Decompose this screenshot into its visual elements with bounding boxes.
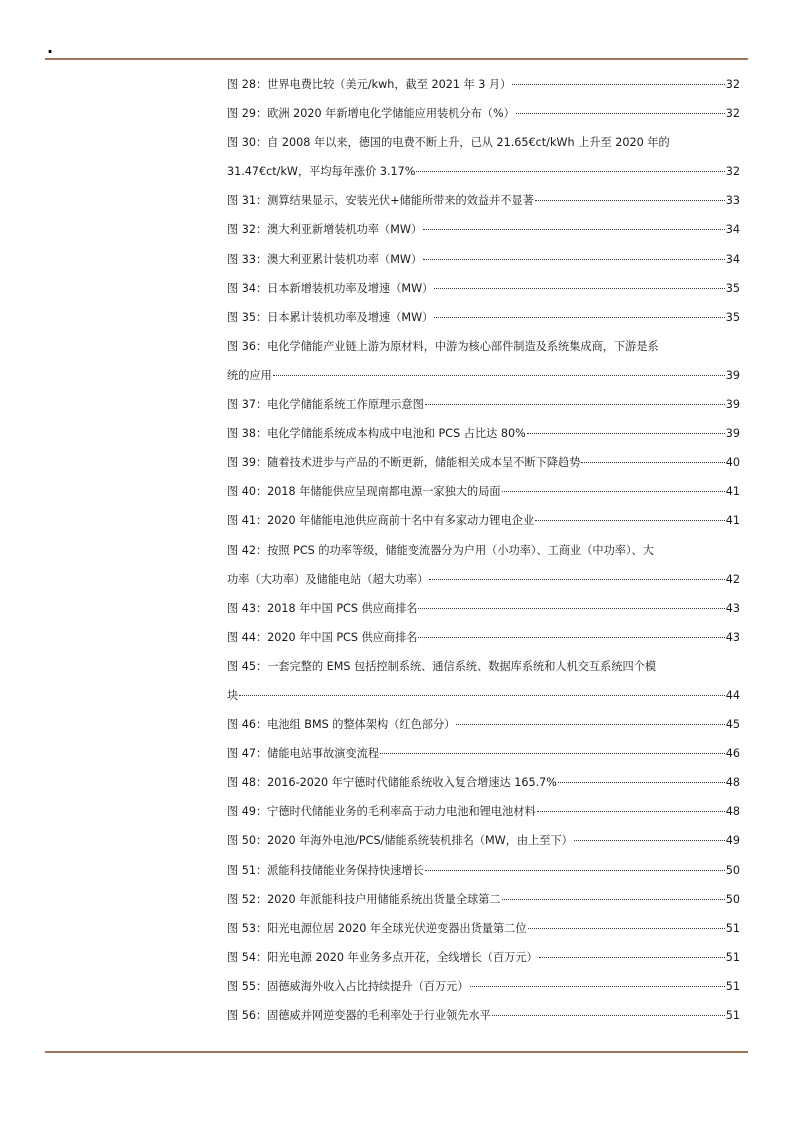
figure-list xyxy=(227,70,740,1030)
toc-entry[interactable] xyxy=(227,99,740,128)
toc-entry-page: 40 xyxy=(725,456,740,470)
toc-leader-dots xyxy=(429,578,724,580)
toc-entry-label: 图 47：储能电站事故演变流程 xyxy=(227,747,380,761)
toc-entry-page: 51 xyxy=(725,950,740,964)
toc-leader-dots xyxy=(418,636,724,638)
toc-entry[interactable] xyxy=(227,419,740,448)
toc-leader-dots xyxy=(423,258,725,260)
toc-leader-dots xyxy=(456,723,724,725)
toc-entry-label: 图 30：自 2008 年以来，德国的电费不断上升，已从 21.65€ct/kWh 上升至 2020 年的 xyxy=(227,136,670,150)
toc-entry[interactable] xyxy=(227,215,740,244)
toc-entry[interactable] xyxy=(227,594,740,623)
toc-leader-dots xyxy=(502,490,725,492)
toc-entry[interactable] xyxy=(227,245,740,274)
toc-entry[interactable] xyxy=(227,506,740,535)
toc-entry-label: 功率（大功率）及储能电站（超大功率） xyxy=(227,572,429,586)
toc-entry[interactable] xyxy=(227,303,740,332)
toc-entry-label: 图 32：澳大利亚新增装机功率（MW） xyxy=(227,223,423,237)
toc-entry-label: 图 48：2016-2020 年宁德时代储能系统收入复合增速达 165.7% xyxy=(227,776,557,790)
toc-entry-page: 50 xyxy=(725,863,740,877)
toc-leader-dots xyxy=(239,694,725,696)
toc-entry-page: 41 xyxy=(725,514,740,528)
toc-entry[interactable] xyxy=(227,1001,740,1030)
toc-entry-page: 44 xyxy=(725,688,740,702)
toc-entry-page: 43 xyxy=(725,630,740,644)
toc-entry-page: 51 xyxy=(725,979,740,993)
toc-entry-page: 34 xyxy=(725,252,740,266)
toc-entry[interactable] xyxy=(227,477,740,506)
toc-leader-dots xyxy=(434,287,724,289)
toc-entry[interactable] xyxy=(227,448,740,477)
toc-leader-dots xyxy=(535,199,725,201)
toc-entry-label: 图 33：澳大利亚累计装机功率（MW） xyxy=(227,252,423,266)
toc-leader-dots xyxy=(528,927,725,929)
toc-leader-dots xyxy=(380,752,725,754)
toc-leader-dots xyxy=(425,403,725,405)
toc-entry-label: 图 51：派能科技储能业务保持快速增长 xyxy=(227,863,424,877)
toc-entry-page: 32 xyxy=(725,107,740,121)
toc-leader-dots xyxy=(535,519,725,521)
toc-entry-page: 39 xyxy=(725,368,740,382)
toc-entry-label: 图 46：电池组 BMS 的整体架构（红色部分） xyxy=(227,718,456,732)
toc-entry-label: 图 44：2020 年中国 PCS 供应商排名 xyxy=(227,630,418,644)
toc-entry-page: 35 xyxy=(725,310,740,324)
toc-leader-dots xyxy=(574,839,725,841)
toc-entry[interactable] xyxy=(227,157,740,186)
toc-leader-dots xyxy=(539,956,725,958)
toc-entry-page: 49 xyxy=(725,834,740,848)
toc-entry-label: 图 40：2018 年储能供应呈现南都电源一家独大的局面 xyxy=(227,485,501,499)
top-divider xyxy=(45,58,748,60)
toc-entry[interactable] xyxy=(227,739,740,768)
toc-entry-page: 35 xyxy=(725,281,740,295)
toc-leader-dots xyxy=(425,869,725,871)
toc-entry-label: 统的应用 xyxy=(227,368,272,382)
toc-entry[interactable] xyxy=(227,70,740,99)
toc-leader-dots xyxy=(558,781,725,783)
header-mark: . xyxy=(47,38,54,57)
toc-entry-label: 图 49：宁德时代储能业务的毛利率高于动力电池和锂电池材料 xyxy=(227,805,536,819)
toc-entry[interactable] xyxy=(227,565,740,594)
bottom-divider xyxy=(45,1051,748,1053)
toc-entry-page: 48 xyxy=(725,776,740,790)
toc-entry[interactable] xyxy=(227,274,740,303)
toc-leader-dots xyxy=(516,112,725,114)
toc-entry-page: 50 xyxy=(725,892,740,906)
toc-leader-dots xyxy=(502,898,725,900)
toc-leader-dots xyxy=(416,170,724,172)
toc-entry-page: 51 xyxy=(725,921,740,935)
toc-leader-dots xyxy=(423,228,725,230)
toc-entry-label: 图 55：固德威海外收入占比持续提升（百万元） xyxy=(227,979,469,993)
toc-entry[interactable] xyxy=(227,914,740,943)
toc-entry-label: 图 37：电化学储能系统工作原理示意图 xyxy=(227,398,424,412)
toc-entry[interactable] xyxy=(227,856,740,885)
toc-entry-label: 图 36：电化学储能产业链上游为原材料，中游为核心部件制造及系统集成商，下游是系 xyxy=(227,339,659,353)
toc-entry-page: 48 xyxy=(725,805,740,819)
toc-leader-dots xyxy=(492,1014,725,1016)
toc-entry-label: 图 53：阳光电源位居 2020 年全球光伏逆变器出货量第二位 xyxy=(227,921,527,935)
toc-entry-page: 34 xyxy=(725,223,740,237)
toc-entry-label: 图 56：固德威并网逆变器的毛利率处于行业领先水平 xyxy=(227,1009,491,1022)
toc-entry-label: 31.47€ct/kW，平均每年涨价 3.17% xyxy=(227,165,416,179)
toc-leader-dots xyxy=(512,83,724,85)
toc-leader-dots xyxy=(434,316,724,318)
toc-entry-label: 图 45：一套完整的 EMS 包括控制系统、通信系统、数据库系统和人机交互系统四个模 xyxy=(227,659,657,673)
toc-leader-dots xyxy=(537,810,725,812)
toc-entry[interactable] xyxy=(227,652,740,681)
toc-entry-label: 图 34：日本新增装机功率及增速（MW） xyxy=(227,281,434,295)
toc-entry-page: 32 xyxy=(725,78,740,91)
toc-entry-label: 图 39：随着技术进步与产品的不断更新，储能相关成本呈不断下降趋势 xyxy=(227,456,581,470)
toc-entry-page: 39 xyxy=(725,398,740,412)
toc-entry-label: 块 xyxy=(227,688,239,702)
toc-entry-page: 33 xyxy=(725,194,740,208)
toc-entry-label: 图 29：欧洲 2020 年新增电化学储能应用装机分布（%） xyxy=(227,107,515,121)
toc-entry-label: 图 38：电化学储能系统成本构成中电池和 PCS 占比达 80% xyxy=(227,427,526,441)
toc-entry[interactable] xyxy=(227,361,740,390)
toc-entry-label: 图 43：2018 年中国 PCS 供应商排名 xyxy=(227,601,418,615)
toc-entry-page: 51 xyxy=(725,1009,740,1022)
toc-entry[interactable] xyxy=(227,768,740,797)
toc-entry-page: 41 xyxy=(725,485,740,499)
toc-entry-label: 图 41：2020 年储能电池供应商前十名中有多家动力锂电企业 xyxy=(227,514,535,528)
toc-entry-label: 图 28：世界电费比较（美元/kwh，截至 2021 年 3 月） xyxy=(227,78,512,91)
toc-entry-label: 图 50：2020 年海外电池/PCS/储能系统装机排名（MW，由上至下） xyxy=(227,834,573,848)
toc-entry-page: 39 xyxy=(725,427,740,441)
toc-leader-dots xyxy=(418,607,724,609)
toc-entry-page: 32 xyxy=(725,165,740,179)
toc-entry[interactable] xyxy=(227,332,740,361)
toc-entry[interactable] xyxy=(227,128,740,157)
toc-entry[interactable] xyxy=(227,623,740,652)
toc-entry[interactable] xyxy=(227,390,740,419)
toc-entry[interactable] xyxy=(227,972,740,1001)
toc-entry-label: 图 52：2020 年派能科技户用储能系统出货量全球第二 xyxy=(227,892,501,906)
toc-entry[interactable] xyxy=(227,536,740,565)
toc-entry-page: 42 xyxy=(725,572,740,586)
toc-entry-page: 43 xyxy=(725,601,740,615)
toc-entry-label: 图 31：测算结果显示，安装光伏+储能所带来的效益并不显著 xyxy=(227,194,534,208)
toc-entry[interactable] xyxy=(227,826,740,855)
toc-entry-page: 45 xyxy=(725,718,740,732)
toc-entry[interactable] xyxy=(227,681,740,710)
toc-leader-dots xyxy=(527,432,725,434)
toc-entry[interactable] xyxy=(227,885,740,914)
toc-entry[interactable] xyxy=(227,710,740,739)
toc-entry[interactable] xyxy=(227,943,740,972)
toc-entry-page: 46 xyxy=(725,747,740,761)
toc-entry-label: 图 35：日本累计装机功率及增速（MW） xyxy=(227,310,434,324)
toc-leader-dots xyxy=(470,985,725,987)
toc-entry[interactable] xyxy=(227,186,740,215)
toc-entry[interactable] xyxy=(227,797,740,826)
toc-entry-label: 图 42：按照 PCS 的功率等级，储能变流器分为户用（小功率）、工商业（中功率）、大 xyxy=(227,543,654,557)
toc-leader-dots xyxy=(581,461,724,463)
toc-leader-dots xyxy=(273,374,725,376)
toc-entry-label: 图 54：阳光电源 2020 年业务多点开花，全线增长（百万元） xyxy=(227,950,538,964)
